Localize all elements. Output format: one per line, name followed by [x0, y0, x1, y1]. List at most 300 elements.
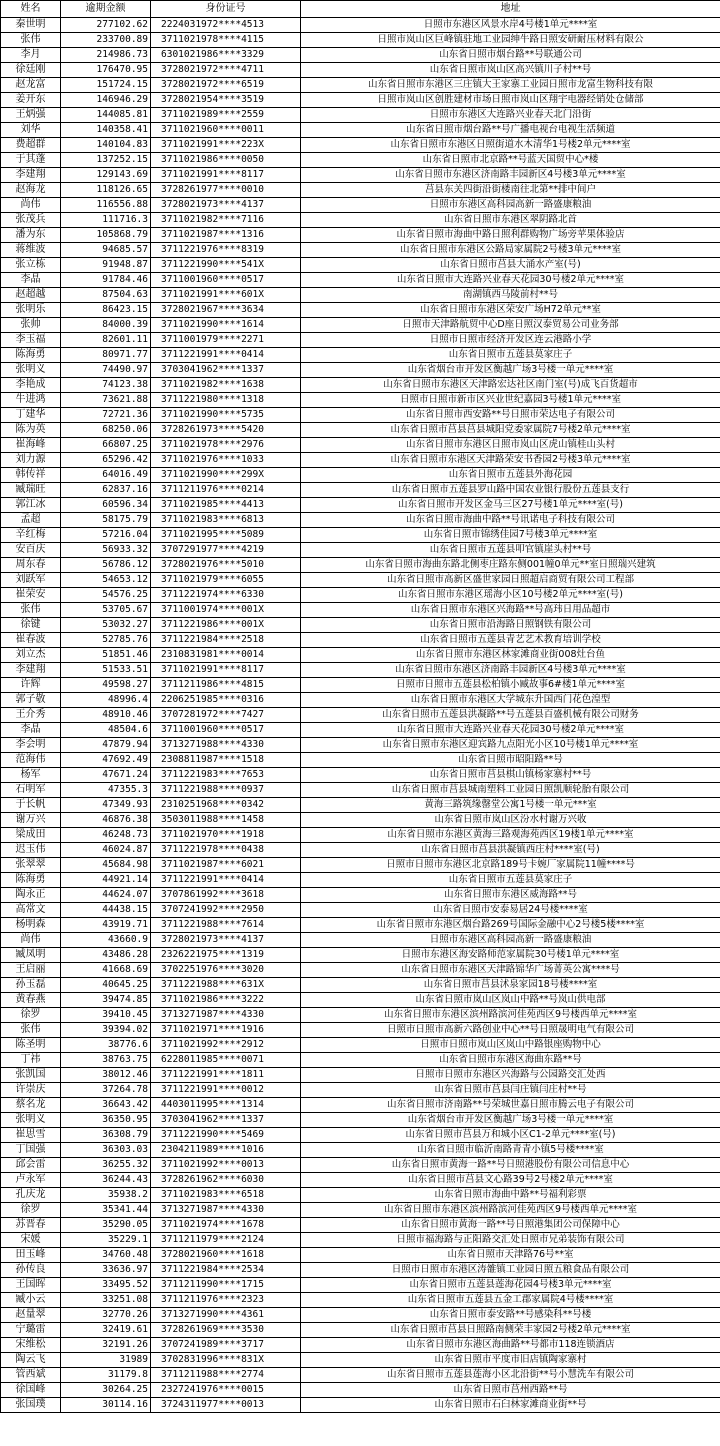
- cell-id-number: 2304211989****1016: [151, 1143, 301, 1158]
- cell-id-number: 3711221986****001X: [151, 618, 301, 633]
- cell-overdue-amount: 54576.25: [61, 588, 151, 603]
- table-row: [1, 888, 720, 903]
- cell-name: 李建翔: [1, 168, 61, 183]
- cell-address: 山东省日照市莒县棋山镇杨家寨村**号: [301, 768, 720, 783]
- cell-overdue-amount: 49598.27: [61, 678, 151, 693]
- cell-id-number: 3711221984****2534: [151, 1263, 301, 1278]
- cell-address: 山东省日照市东港区济南路丰园新区4号楼3单元****室: [301, 663, 720, 678]
- cell-address: 日照市天津路航贸中心D座日照汉泰贸易公司业务部: [301, 318, 720, 333]
- cell-name: 王炳强: [1, 108, 61, 123]
- cell-name: 苏晋春: [1, 1218, 61, 1233]
- cell-name: 徐罗: [1, 1203, 61, 1218]
- table-row: [1, 1203, 720, 1218]
- cell-overdue-amount: 35938.2: [61, 1188, 151, 1203]
- cell-address: 山东省日照市东港区迎宾路九点阳光小区10号楼1单元****室: [301, 738, 720, 753]
- cell-overdue-amount: 39474.85: [61, 993, 151, 1008]
- cell-name: 田玉峰: [1, 1248, 61, 1263]
- cell-id-number: 3707241992****2950: [151, 903, 301, 918]
- table-row: [1, 63, 720, 78]
- cell-id-number: 3711021991****8117: [151, 663, 301, 678]
- cell-address: 山东省日照市东港区滨州路滨河佳苑西区9号楼西单元****室: [301, 1203, 720, 1218]
- cell-overdue-amount: 48996.4: [61, 693, 151, 708]
- cell-id-number: 3711021978****2976: [151, 438, 301, 453]
- cell-address: 山东省日照市东港区兴海路**号高玮日用品超市: [301, 603, 720, 618]
- cell-overdue-amount: 80971.77: [61, 348, 151, 363]
- cell-name: 郭子敬: [1, 693, 61, 708]
- table-row: [1, 1383, 720, 1398]
- cell-address: 山东省日照市五莲县青艺艺术教育培训学校: [301, 633, 720, 648]
- cell-overdue-amount: 65296.42: [61, 453, 151, 468]
- cell-id-number: 3703041962****1337: [151, 1113, 301, 1128]
- cell-name: 刘立杰: [1, 648, 61, 663]
- cell-id-number: 3728021973****4137: [151, 198, 301, 213]
- cell-overdue-amount: 146946.29: [61, 93, 151, 108]
- cell-name: 李月: [1, 48, 61, 63]
- table-row: [1, 528, 720, 543]
- cell-overdue-amount: 129143.69: [61, 168, 151, 183]
- cell-address: 山东省日照市五莲县洪凝路**号五莲县百盛机械有限公司财务: [301, 708, 720, 723]
- cell-name: 徐廷刚: [1, 63, 61, 78]
- cell-id-number: 3711221980****1318: [151, 393, 301, 408]
- cell-name: 秦世明: [1, 18, 61, 33]
- cell-overdue-amount: 46024.87: [61, 843, 151, 858]
- table-row: [1, 1143, 720, 1158]
- cell-overdue-amount: 94685.57: [61, 243, 151, 258]
- cell-id-number: 3711211976****0214: [151, 483, 301, 498]
- cell-id-number: 2326221975****1319: [151, 948, 301, 963]
- cell-id-number: 3711211990****1715: [151, 1278, 301, 1293]
- cell-name: 李艳成: [1, 378, 61, 393]
- table-row: [1, 1023, 720, 1038]
- cell-overdue-amount: 111716.3: [61, 213, 151, 228]
- cell-id-number: 3711221991****0012: [151, 1083, 301, 1098]
- cell-name: 安百庆: [1, 543, 61, 558]
- table-row: [1, 678, 720, 693]
- cell-address: 山东省日照市东港区海曲东路**号: [301, 1053, 720, 1068]
- table-row: [1, 753, 720, 768]
- cell-name: 王国晖: [1, 1278, 61, 1293]
- cell-name: 刘跃军: [1, 573, 61, 588]
- cell-id-number: 3707281972****7427: [151, 708, 301, 723]
- cell-name: 崔春波: [1, 633, 61, 648]
- table-row: [1, 93, 720, 108]
- table-row: [1, 918, 720, 933]
- cell-overdue-amount: 57216.04: [61, 528, 151, 543]
- table-row: [1, 1188, 720, 1203]
- cell-address: 山东省日照市岚山区岚山中路**号岚山供电部: [301, 993, 720, 1008]
- table-row: [1, 513, 720, 528]
- cell-address: 山东省日照市济南路**号荣城世嘉日照市腾云电子有限公司: [301, 1098, 720, 1113]
- cell-overdue-amount: 33251.08: [61, 1293, 151, 1308]
- cell-name: 许辉: [1, 678, 61, 693]
- table-row: [1, 1293, 720, 1308]
- cell-id-number: 3711001974****001X: [151, 603, 301, 618]
- cell-overdue-amount: 43660.9: [61, 933, 151, 948]
- cell-address: 山东省日照市东港区翠阴路北首: [301, 213, 720, 228]
- table-row: [1, 1368, 720, 1383]
- cell-overdue-amount: 39410.45: [61, 1008, 151, 1023]
- cell-id-number: 3711221976****8319: [151, 243, 301, 258]
- cell-overdue-amount: 277102.62: [61, 18, 151, 33]
- cell-address: 日照市东港区高科园高新一路盛康粮油: [301, 198, 720, 213]
- cell-id-number: 3711221984****2518: [151, 633, 301, 648]
- cell-id-number: 3711021986****0050: [151, 153, 301, 168]
- cell-name: 宋维松: [1, 1338, 61, 1353]
- table-row: [1, 1308, 720, 1323]
- cell-overdue-amount: 35341.44: [61, 1203, 151, 1218]
- cell-name: 臧瑞旺: [1, 483, 61, 498]
- cell-overdue-amount: 44624.07: [61, 888, 151, 903]
- table-row: [1, 198, 720, 213]
- cell-overdue-amount: 45684.98: [61, 858, 151, 873]
- cell-id-number: 3711001960****0517: [151, 273, 301, 288]
- cell-id-number: 3711021995****5089: [151, 528, 301, 543]
- cell-address: 日照市岚山区巨峰镇驻地工业园绅牛路日照安研耐压材料有限公: [301, 33, 720, 48]
- cell-name: 张翠翠: [1, 858, 61, 873]
- cell-address: 山东省日照市西安路**号日照市荣达电子有限公司: [301, 408, 720, 423]
- table-row: [1, 303, 720, 318]
- cell-overdue-amount: 36643.42: [61, 1098, 151, 1113]
- cell-id-number: 2308811987****1518: [151, 753, 301, 768]
- cell-overdue-amount: 38776.6: [61, 1038, 151, 1053]
- cell-id-number: 3711021983****6518: [151, 1188, 301, 1203]
- table-row: [1, 633, 720, 648]
- cell-address: 山东省日照市大连路兴业春天花园30号楼2单元****室: [301, 273, 720, 288]
- cell-id-number: 3711021987****6021: [151, 858, 301, 873]
- table-row: [1, 1158, 720, 1173]
- cell-id-number: 3711021990****5735: [151, 408, 301, 423]
- table-row: [1, 498, 720, 513]
- cell-name: 李晶: [1, 723, 61, 738]
- table-row: [1, 393, 720, 408]
- cell-address: 山东省日照市东港区滨州路滨河佳苑西区9号楼西单元****室: [301, 1008, 720, 1023]
- cell-address: 山东省日照市锦绣佳园7号楼3单元****室: [301, 528, 720, 543]
- table-body: [1, 18, 720, 1413]
- cell-overdue-amount: 91784.46: [61, 273, 151, 288]
- cell-name: 李会明: [1, 738, 61, 753]
- cell-id-number: 3728261962****6030: [151, 1173, 301, 1188]
- cell-overdue-amount: 31179.8: [61, 1368, 151, 1383]
- cell-name: 张凯国: [1, 1068, 61, 1083]
- cell-address: 山东省日照市岚山区高兴镇川子村**号: [301, 63, 720, 78]
- cell-id-number: 3702831996****831X: [151, 1353, 301, 1368]
- table-row: [1, 438, 720, 453]
- cell-overdue-amount: 116556.88: [61, 198, 151, 213]
- cell-overdue-amount: 68250.06: [61, 423, 151, 438]
- cell-address: 日照市日照市经济开发区连云港路小学: [301, 333, 720, 348]
- cell-address: 山东省日照市东港区天津路宏达社区南门室(号)成飞百货超市: [301, 378, 720, 393]
- cell-address: 山东省日照市海曲东路北侧枣庄路东侧001幢0单元**室日照瑞兴建筑: [301, 558, 720, 573]
- table-row: [1, 333, 720, 348]
- table-row: [1, 153, 720, 168]
- table-row: [1, 828, 720, 843]
- cell-name: 卢永军: [1, 1173, 61, 1188]
- cell-id-number: 3711021987****1316: [151, 228, 301, 243]
- cell-id-number: 3728021967****3634: [151, 303, 301, 318]
- cell-name: 赵龙富: [1, 78, 61, 93]
- cell-id-number: 3702251976****3020: [151, 963, 301, 978]
- cell-overdue-amount: 66807.25: [61, 438, 151, 453]
- cell-name: 陈为英: [1, 423, 61, 438]
- cell-id-number: 3728021954****3519: [151, 93, 301, 108]
- cell-id-number: 3724311977****0013: [151, 1398, 301, 1413]
- table-row: [1, 468, 720, 483]
- cell-id-number: 3711221983****7653: [151, 768, 301, 783]
- cell-overdue-amount: 60596.34: [61, 498, 151, 513]
- cell-name: 蔡名龙: [1, 1098, 61, 1113]
- table-row: [1, 618, 720, 633]
- table-row: [1, 213, 720, 228]
- cell-name: 王介秀: [1, 708, 61, 723]
- table-row: [1, 1008, 720, 1023]
- cell-overdue-amount: 36303.03: [61, 1143, 151, 1158]
- table-row: [1, 243, 720, 258]
- cell-name: 费超群: [1, 138, 61, 153]
- cell-name: 迟玉伟: [1, 843, 61, 858]
- cell-name: 陈圣明: [1, 1038, 61, 1053]
- cell-overdue-amount: 48504.6: [61, 723, 151, 738]
- cell-address: 山东省日照市莒县洪凝镇西庄村****室(号): [301, 843, 720, 858]
- table-row: [1, 123, 720, 138]
- cell-name: 丁建华: [1, 408, 61, 423]
- table-row: [1, 1218, 720, 1233]
- cell-overdue-amount: 31989: [61, 1353, 151, 1368]
- table-row: [1, 648, 720, 663]
- table-row: [1, 1083, 720, 1098]
- cell-address: 山东省日照市东港区荣安广场H72单元**室: [301, 303, 720, 318]
- cell-overdue-amount: 44438.15: [61, 903, 151, 918]
- table-row: [1, 273, 720, 288]
- cell-id-number: 2224031972****4513: [151, 18, 301, 33]
- cell-overdue-amount: 53032.27: [61, 618, 151, 633]
- cell-overdue-amount: 140104.83: [61, 138, 151, 153]
- table-row: [1, 228, 720, 243]
- table-row: [1, 1068, 720, 1083]
- cell-name: 崔荣安: [1, 588, 61, 603]
- cell-address: 山东省日照市东港区烟台路269号国际金融中心2号楼5楼****室: [301, 918, 720, 933]
- table-row: [1, 783, 720, 798]
- cell-overdue-amount: 51533.51: [61, 663, 151, 678]
- cell-overdue-amount: 118126.65: [61, 183, 151, 198]
- cell-name: 陈海勇: [1, 873, 61, 888]
- cell-overdue-amount: 214986.73: [61, 48, 151, 63]
- cell-id-number: 3711001960****0517: [151, 723, 301, 738]
- cell-name: 张明乐: [1, 303, 61, 318]
- cell-address: 山东省日照市北京路**号蓝天国贸中心*楼: [301, 153, 720, 168]
- table-row: [1, 693, 720, 708]
- table-row: [1, 318, 720, 333]
- cell-name: 陶永正: [1, 888, 61, 903]
- cell-name: 丁国强: [1, 1143, 61, 1158]
- table-row: [1, 858, 720, 873]
- cell-name: 许崇庆: [1, 1083, 61, 1098]
- cell-name: 蒋维波: [1, 243, 61, 258]
- cell-overdue-amount: 53705.67: [61, 603, 151, 618]
- cell-overdue-amount: 137252.15: [61, 153, 151, 168]
- cell-address: 山东省日照市东港区黄海三路观海苑西区19楼1单元****室: [301, 828, 720, 843]
- table-row: [1, 183, 720, 198]
- cell-id-number: 3711221991****0414: [151, 873, 301, 888]
- cell-address: 山东省日照市莒县沭泉家园18号楼****室: [301, 978, 720, 993]
- cell-address: 山东省日照市东港区三庄镇大王家寨工业园日照市龙富生物科技有限: [301, 78, 720, 93]
- cell-overdue-amount: 233700.89: [61, 33, 151, 48]
- table-row: [1, 18, 720, 33]
- cell-id-number: 3711021971****1916: [151, 1023, 301, 1038]
- header-overdue-amount: 逾期金额: [61, 1, 151, 18]
- table-row: [1, 948, 720, 963]
- cell-name: 王启丽: [1, 963, 61, 978]
- table-row: [1, 708, 720, 723]
- cell-overdue-amount: 34760.48: [61, 1248, 151, 1263]
- cell-address: 山东省日照市黄海一路**号日照港集团公司保障中心: [301, 1218, 720, 1233]
- table-row: [1, 663, 720, 678]
- table-row: [1, 963, 720, 978]
- cell-name: 杨军: [1, 768, 61, 783]
- cell-overdue-amount: 37264.78: [61, 1083, 151, 1098]
- table-row: [1, 288, 720, 303]
- cell-overdue-amount: 58175.79: [61, 513, 151, 528]
- cell-id-number: 2310251968****0342: [151, 798, 301, 813]
- cell-id-number: 3711221991****1811: [151, 1068, 301, 1083]
- table-row: [1, 483, 720, 498]
- cell-address: 山东省日照市五莲县叩官镇崖头村**号: [301, 543, 720, 558]
- table-row: [1, 603, 720, 618]
- cell-id-number: 3711221988****0937: [151, 783, 301, 798]
- cell-overdue-amount: 86423.15: [61, 303, 151, 318]
- cell-id-number: 4403011995****1314: [151, 1098, 301, 1113]
- cell-name: 宋媛: [1, 1233, 61, 1248]
- cell-id-number: 3728021972****6519: [151, 78, 301, 93]
- cell-address: 日照市东港区海安路师范家属院30号楼1单元****室: [301, 948, 720, 963]
- cell-address: 日照市岚山区创胜建材市场日照市岚山区翔宇电器经销处仓储部: [301, 93, 720, 108]
- cell-id-number: 3711211976****2323: [151, 1293, 301, 1308]
- cell-id-number: 3711021990****299X: [151, 468, 301, 483]
- cell-address: 山东省日照市东港区天津路锦华广场菁英公寓****号: [301, 963, 720, 978]
- cell-address: 山东省日照市莒县莒县城阳党委家属院7号楼2单元****室: [301, 423, 720, 438]
- cell-address: 山东省日照市莒县日照路南侧荣丰家园2号楼2单元****室: [301, 1323, 720, 1338]
- cell-overdue-amount: 47879.94: [61, 738, 151, 753]
- cell-overdue-amount: 46248.73: [61, 828, 151, 843]
- cell-overdue-amount: 47671.24: [61, 768, 151, 783]
- cell-id-number: 3711021976****1033: [151, 453, 301, 468]
- cell-name: 高常文: [1, 903, 61, 918]
- cell-name: 梁成田: [1, 828, 61, 843]
- cell-address: 山东省日照市临沂南路青青小镇5号楼****室: [301, 1143, 720, 1158]
- cell-name: 赵超越: [1, 288, 61, 303]
- table-row: [1, 408, 720, 423]
- cell-name: 邱会雷: [1, 1158, 61, 1173]
- cell-name: 尚伟: [1, 198, 61, 213]
- table-row: [1, 1278, 720, 1293]
- cell-address: 山东省日照市东港区济南路丰园新区4号楼3单元****室: [301, 168, 720, 183]
- cell-name: 郭江冰: [1, 498, 61, 513]
- table-row: [1, 363, 720, 378]
- table-row: [1, 738, 720, 753]
- cell-name: 张伟: [1, 603, 61, 618]
- cell-overdue-amount: 82601.11: [61, 333, 151, 348]
- cell-overdue-amount: 54653.12: [61, 573, 151, 588]
- cell-address: 日照市日照市东港区北京路189号卡婉厂家属院11幢****号: [301, 858, 720, 873]
- cell-address: 山东省日照市五莲县罗山路中国农业银行股份五莲县支行: [301, 483, 720, 498]
- cell-name: 孔庆龙: [1, 1188, 61, 1203]
- cell-id-number: 3711021992****0013: [151, 1158, 301, 1173]
- cell-name: 陈海勇: [1, 348, 61, 363]
- table-row: [1, 108, 720, 123]
- cell-address: 山东省烟台市开发区衡越广场3号楼一单元****室: [301, 1113, 720, 1128]
- cell-address: 山东省日照市烟台路**号广播电视台电视生活频道: [301, 123, 720, 138]
- cell-name: 谢万兴: [1, 813, 61, 828]
- cell-address: 山东省日照市海曲中路**号讯诺电子科技有限公司: [301, 513, 720, 528]
- cell-id-number: 3711211986****4815: [151, 678, 301, 693]
- cell-address: 山东省日照市五莲县莫家庄子: [301, 348, 720, 363]
- cell-id-number: 3711221978****0438: [151, 843, 301, 858]
- cell-name: 李建翔: [1, 663, 61, 678]
- table-row: [1, 1038, 720, 1053]
- cell-address: 山东省日照市东港区日照街道水木清华1号楼2单元****室: [301, 138, 720, 153]
- cell-address: 山东省日照市东港区公路局家属院2号楼3单元****室: [301, 243, 720, 258]
- table-row: [1, 1098, 720, 1113]
- table-row: [1, 873, 720, 888]
- cell-address: 山东省日照市岚山区汾水村谢万兴收: [301, 813, 720, 828]
- cell-overdue-amount: 46876.38: [61, 813, 151, 828]
- cell-name: 辛红梅: [1, 528, 61, 543]
- cell-address: 山东省日照市泰安路**号感染科**号楼: [301, 1308, 720, 1323]
- cell-id-number: 2310831981****0014: [151, 648, 301, 663]
- cell-address: 山东省日照市沿海路日照钢铁有限公司: [301, 618, 720, 633]
- cell-id-number: 3711221974****6330: [151, 588, 301, 603]
- cell-id-number: 3728261977****0010: [151, 183, 301, 198]
- cell-name: 刘力源: [1, 453, 61, 468]
- cell-overdue-amount: 43919.71: [61, 918, 151, 933]
- table-row: [1, 558, 720, 573]
- cell-overdue-amount: 48910.46: [61, 708, 151, 723]
- cell-overdue-amount: 32191.26: [61, 1338, 151, 1353]
- table-row: [1, 843, 720, 858]
- cell-name: 陶云飞: [1, 1353, 61, 1368]
- cell-overdue-amount: 36244.43: [61, 1173, 151, 1188]
- cell-address: 山东省日照市天津路76号**室: [301, 1248, 720, 1263]
- cell-overdue-amount: 33495.52: [61, 1278, 151, 1293]
- cell-id-number: 3711021982****7116: [151, 213, 301, 228]
- cell-id-number: 2206251985****0316: [151, 693, 301, 708]
- cell-address: 山东省日照市东港区日照市岚山区虎山镇桂山头村: [301, 438, 720, 453]
- cell-id-number: 3711021979****6055: [151, 573, 301, 588]
- table-row: [1, 453, 720, 468]
- cell-name: 宁璐雷: [1, 1323, 61, 1338]
- cell-id-number: 3713271990****4361: [151, 1308, 301, 1323]
- cell-address: 黄海三路筑缘罄堂公寓1号楼一单元***室: [301, 798, 720, 813]
- cell-address: 日照市东港区大连路兴业春天北门沿街: [301, 108, 720, 123]
- cell-overdue-amount: 74123.38: [61, 378, 151, 393]
- table-row: [1, 33, 720, 48]
- cell-address: 山东省日照市莒州西路**号: [301, 1383, 720, 1398]
- cell-overdue-amount: 91948.87: [61, 258, 151, 273]
- cell-overdue-amount: 151724.15: [61, 78, 151, 93]
- table-row: [1, 168, 720, 183]
- cell-name: 范海伟: [1, 753, 61, 768]
- header-id-number: 身份证号: [151, 1, 301, 18]
- header-name: 姓名: [1, 1, 61, 18]
- cell-overdue-amount: 51851.46: [61, 648, 151, 663]
- cell-address: 南湖镇西马陵前村**号: [301, 288, 720, 303]
- cell-name: 臧小云: [1, 1293, 61, 1308]
- cell-id-number: 3711021991****8117: [151, 168, 301, 183]
- table-header-row: [1, 1, 720, 18]
- cell-address: 山东省日照市莒县文心路39号2号楼2单元****室: [301, 1173, 720, 1188]
- cell-id-number: 3711001979****2271: [151, 333, 301, 348]
- cell-id-number: 3711021985****4413: [151, 498, 301, 513]
- cell-name: 徐键: [1, 618, 61, 633]
